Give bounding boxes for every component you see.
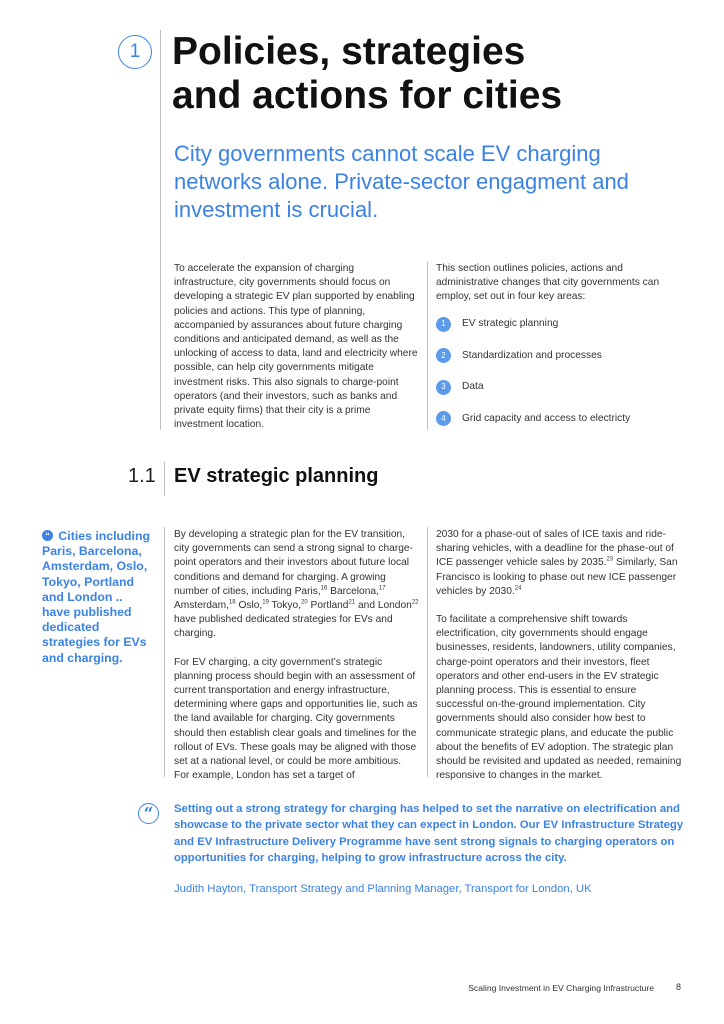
chapter-subtitle: City governments cannot scale EV charging networks alone. Private-sector engagment and investment is crucial. bbox=[174, 141, 629, 222]
area-label: Data bbox=[462, 381, 484, 393]
area-label: Standardization and processes bbox=[462, 349, 602, 361]
intro-column-divider bbox=[427, 262, 428, 430]
testimonial-quote: Setting out a strong strategy for charging has helped to set the narrative on electrification and showcase to the private sector what they can expect in London. Our EV Infrastructure Strategy and EV Infrastructure Delivery Programme have sent strong signals to charging operators on opportunities for charging, helping to grow infrastructure across the city. bbox=[174, 803, 684, 864]
quote-attribution: Judith Hayton, Transport Strategy and Planning Manager, Transport for London, UK bbox=[174, 883, 592, 895]
section-paragraph: For EV charging, a city government’s strategic planning process should begin with an assessment of current transportation and energy infrastructure, determining where gaps and opportunities lie, such as the land available for charging. City governments should then establish clear goals and timelines for the rollout of EVs. These goals may be aligned with those set at a national level, or could be more ambitious. For example, London has set a target of bbox=[174, 656, 418, 782]
section-divider-line bbox=[164, 462, 165, 496]
chapter-divider-line bbox=[160, 30, 161, 430]
area-number-badge: 2 bbox=[436, 348, 451, 363]
section-number: 1.1 bbox=[128, 465, 156, 487]
key-area-item bbox=[436, 372, 686, 404]
section-column-divider bbox=[427, 527, 428, 777]
intro-left-column bbox=[174, 262, 419, 446]
key-areas-list bbox=[436, 309, 686, 435]
chapter-number-badge: 1 bbox=[118, 35, 152, 69]
chapter-title-line1: Policies, strategies bbox=[172, 30, 526, 73]
pull-quote bbox=[42, 529, 154, 666]
pull-quote-text: Cities including Paris, Barcelona, Amsterdam, Oslo, Tokyo, Portland and London .. have published dedicated strategies for EVs and charging. bbox=[42, 529, 150, 665]
intro-right-column bbox=[436, 262, 686, 435]
footer-title: Scaling Investment in EV Charging Infrastructure bbox=[468, 983, 654, 993]
chapter-title bbox=[172, 30, 692, 118]
page-number: 8 bbox=[675, 982, 681, 992]
quote-icon: “ bbox=[138, 803, 159, 824]
key-area-item bbox=[436, 403, 686, 435]
area-number-badge: 1 bbox=[436, 317, 451, 332]
section-paragraph: To facilitate a comprehensive shift towards electrification, city governments should engage businesses, residents, landowners, utility companies, charge-point operators and their investors, fleet operators and other end-users in the EV strategic planning process. This is essential to ensure successful on-the-ground implementation. City governments should also consider how best to communicate strategic plans, and educate the public about the benefits of EV adoption. The strategic plan should be revisited and updated as needed, remaining responsive to changes in the market. bbox=[436, 614, 682, 782]
section-right-column bbox=[436, 528, 686, 797]
area-label: Grid capacity and access to electricty bbox=[462, 412, 631, 424]
section-paragraph: 2030 for a phase-out of sales of ICE taxis and ride-sharing vehicles, with a deadline for the phase-out of ICE passenger vehicle sales by 2035.23 Similarly, San Francisco is looking to phase out new ICE passenger vehicles by 2030.24 bbox=[436, 529, 678, 597]
quote-bubble-icon: “ bbox=[42, 530, 53, 541]
areas-intro-text: This section outlines policies, actions and administrative changes that city governments can employ, set out in four key areas: bbox=[436, 263, 660, 303]
chapter-title-line2: and actions for cities bbox=[172, 74, 563, 117]
area-number-badge: 4 bbox=[436, 411, 451, 426]
section-paragraph: By developing a strategic plan for the EV transition, city governments can send a strong signal to charge-point operators and their investors about future local conditions and demand for charging. A growing number of cities, including Paris,$^{16}$ Barcelona,$^{17}$ Amsterdam,$^{18}$ Oslo,$^{19}$ Tokyo,$^{20}$ Portland$^{21}$ and London$^{22}$ have published dedicated strategies for EVs and charging. bbox=[174, 529, 419, 640]
section-title: EV strategic planning bbox=[174, 465, 379, 487]
section-body-divider bbox=[164, 527, 165, 777]
area-number-badge: 3 bbox=[436, 380, 451, 395]
area-label: EV strategic planning bbox=[462, 318, 559, 330]
key-area-item bbox=[436, 340, 686, 372]
key-area-item bbox=[436, 309, 686, 341]
intro-paragraph: To accelerate the expansion of charging infrastructure, city governments should focus on developing a strategic EV plan supported by enabling policies and actions. This type of planning, accompanied by assurances about future charging conditions and anticipated demand, as well as the unlocking of access to data, land and electricity where possible, can help city governments mitigate investment risks. This also signals to charge-point operators (and their investors, such as banks and private equity firms) that their city is a prime investment location. bbox=[174, 263, 418, 431]
section-left-column bbox=[174, 528, 419, 797]
